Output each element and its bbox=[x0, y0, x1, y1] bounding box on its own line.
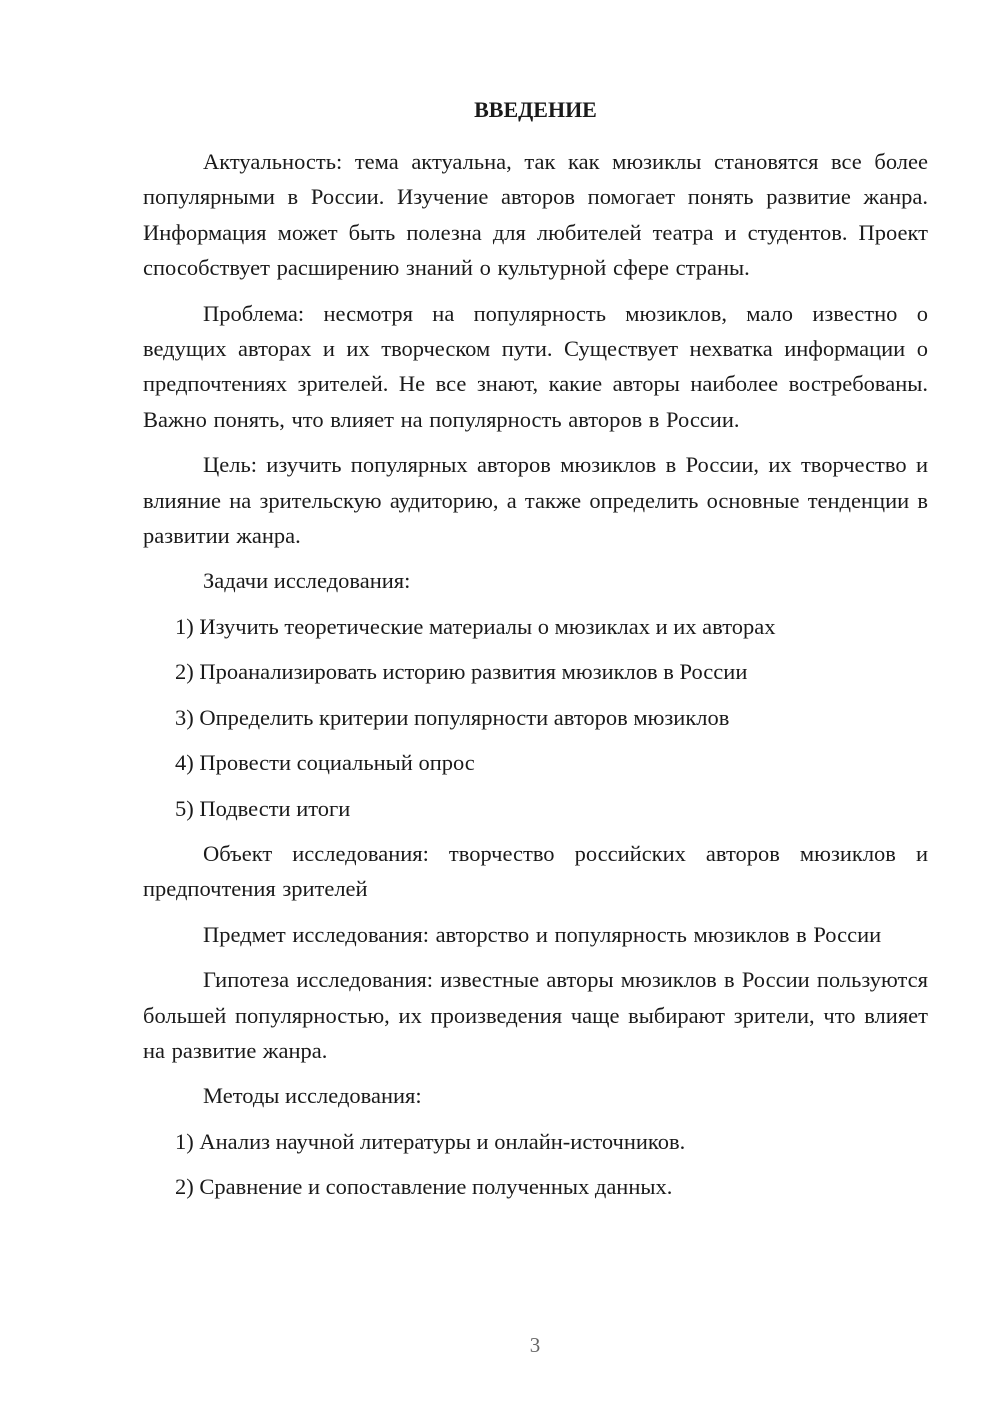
task-item-1: 1) Изучить теоретические материалы о мюзиклах и их авторах bbox=[175, 613, 776, 639]
methods-heading: Методы исследования: bbox=[203, 1083, 422, 1109]
section-title: ВВЕДЕНИЕ bbox=[474, 97, 597, 122]
object-paragraph: Объект исследования: творчество российских авторов мюзиклов и предпочтения зрителей bbox=[143, 840, 928, 902]
subject-paragraph: Предмет исследования: авторство и популярность мюзиклов в России bbox=[203, 921, 882, 947]
task-item-3: 3) Определить критерии популярности авторов мюзиклов bbox=[175, 704, 730, 730]
task-item-4: 4) Провести социальный опрос bbox=[175, 750, 475, 776]
page-number: 3 bbox=[529, 1333, 541, 1357]
task-item-2: 2) Проанализировать историю развития мюзиклов в России bbox=[175, 659, 748, 685]
method-item-1: 1) Анализ научной литературы и онлайн-источников. bbox=[175, 1128, 686, 1154]
relevance-paragraph: Актуальность: тема актуальна, так как мюзиклы становятся все более популярными в России. Изучение авторов помогает понять развитие жанра. Информация может быть полезна для любителей театра и студентов. Проект способствует расширению знаний о культурной сфере страны. bbox=[143, 149, 928, 281]
tasks-heading: Задачи исследования: bbox=[203, 568, 411, 594]
problem-paragraph: Проблема: несмотря на популярность мюзиклов, мало известно о ведущих авторах и их творческом пути. Существует нехватка информации о предпочтениях зрителей. Не все знают, какие авторы наиболее востребованы. Важно понять, что влияет на популярность авторов в России. bbox=[143, 300, 928, 432]
goal-paragraph: Цель: изучить популярных авторов мюзиклов в России, их творчество и влияние на зрительскую аудиторию, а также определить основные тенденции в развитии жанра. bbox=[143, 452, 928, 549]
hypothesis-paragraph: Гипотеза исследования: известные авторы мюзиклов в России пользуются большей популярностью, их произведения чаще выбирают зрители, что влияет на развитие жанра. bbox=[143, 967, 928, 1063]
document-page bbox=[143, 95, 928, 1215]
task-item-5: 5) Подвести итоги bbox=[175, 795, 351, 821]
method-item-2: 2) Сравнение и сопоставление полученных данных. bbox=[175, 1174, 673, 1200]
